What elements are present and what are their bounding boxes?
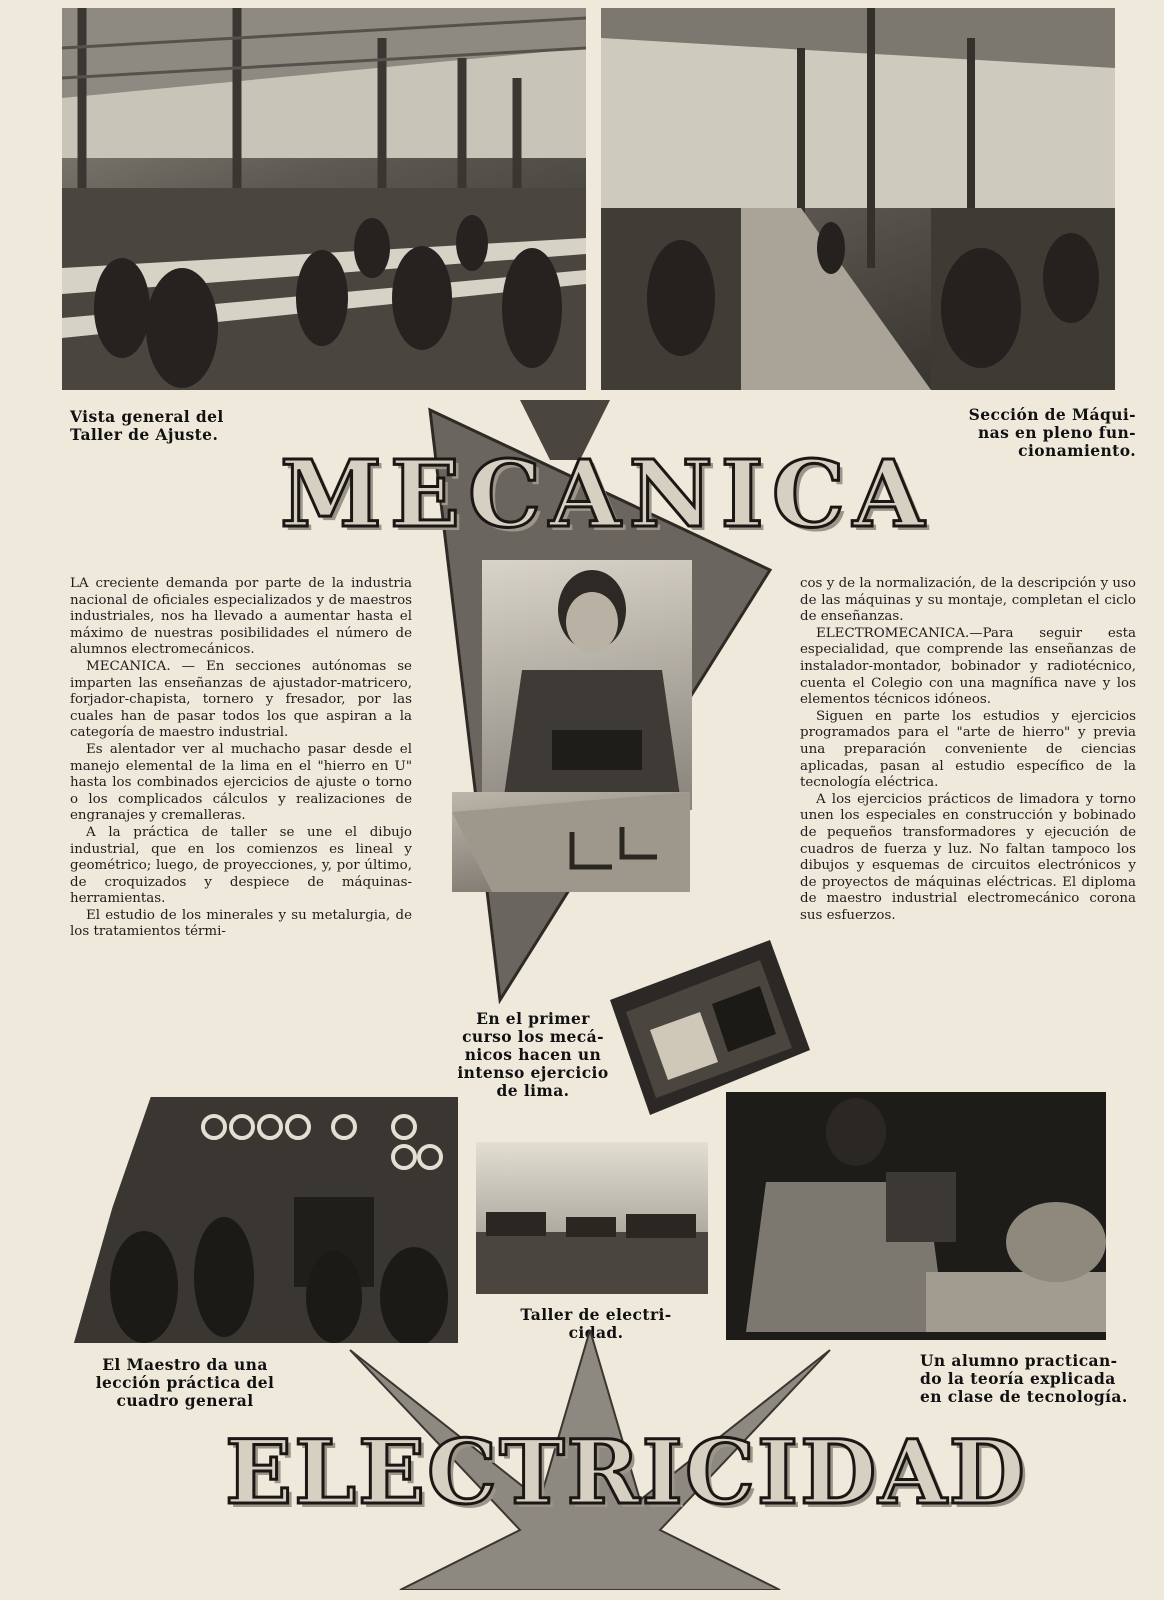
caption-primer-curso: En el primer curso los mecá- nicos hacen un intenso ejercicio de lima.: [457, 1009, 609, 1100]
paragraph-intro: LA creciente demanda por parte de la industria nacional de oficiales especializados y de maestros industriales, nos ha llevado a aumentar hasta el máximo de nuestras posibilidades el número de alumnos electromecánicos.: [70, 576, 412, 658]
caption-alumno: Un alumno practican- do la teoría explicada en clase de tecnología.: [920, 1351, 1128, 1406]
paragraph-electromecanica: ELECTROMECANICA.—Para seguir esta especialidad, que comprende las enseñanzas de instalador-montador, bobinador y radiotécnico, cuenta el Colegio con una magnífica nave y los elementos técnicos idóneos.: [800, 625, 1136, 708]
paragraph-mecanica: MECANICA. — En secciones autónomas se imparten las enseñanzas de ajustador-matricero, forjador-chapista, tornero y fresador, por las cuales han de pasar todos los que aspiran a la categoría de maestro industrial.: [70, 658, 412, 741]
paragraph-normalizacion: cos y de la normalización, de la descripción y uso de las máquinas y su montaje, completan el ciclo de enseñanzas.: [800, 576, 1136, 625]
caption-maestro: El Maestro da una lección práctica del cuadro general: [95, 1355, 275, 1410]
photo-seccion-maquinas: [601, 8, 1115, 390]
paragraph-alentador: Es alentador ver al muchacho pasar desde el manejo elemental de la lima en el "hierro en U" hasta los combinados ejercicios de ajuste o torno o los complicados cálculos y realizaciones de engranajes y cremalleras.: [70, 741, 412, 824]
paragraph-dibujo: A la práctica de taller se une el dibujo industrial, que en los comienzos es lineal y geométrico; luego, de proyecciones, y, por último, de croquizados y despiece de máquinas-herramientas.: [70, 824, 412, 907]
article-right-column: [800, 576, 1136, 924]
photo-taller-ajuste: [62, 8, 586, 390]
photo-mesa-trabajo: [452, 792, 690, 892]
electricidad-title: ELECTRICIDAD: [225, 1420, 1027, 1524]
caption-taller-ajuste: Vista general del Taller de Ajuste.: [70, 407, 224, 444]
paragraph-minerales: El estudio de los minerales y su metalurgia, de los tratamientos térmi-: [70, 907, 412, 940]
photo-maestro-cuadro: [74, 1097, 458, 1343]
caption-seccion-maquinas: Sección de Máqui- nas en pleno fun- cionamiento.: [968, 405, 1136, 460]
article-left-column: [70, 576, 412, 941]
photo-estudiante-lima: [482, 560, 692, 810]
caption-taller-electricidad: Taller de electri- cidad.: [520, 1305, 672, 1342]
photo-alumno-practica: [726, 1092, 1106, 1340]
paragraph-ejercicios: A los ejercicios prácticos de limadora y torno unen los especiales en construcción y bobinado de pequeños transformadores y ejecución de cuadros de fuerza y luz. No faltan tampoco los dibujos y esquemas de circuitos electrónicos y de proyectos de máquinas eléctricas. El diploma de maestro industrial electromecánico corona sus esfuerzos.: [800, 791, 1136, 923]
paragraph-estudios: Siguen en parte los estudios y ejercicios programados para el "arte de hierro" y previa una preparación conveniente de ciencias aplicadas, pasan al estudio específico de la tecnología eléctrica.: [800, 708, 1136, 791]
mecanica-title: MECANICA: [280, 440, 933, 548]
photo-taller-electricidad: [476, 1142, 708, 1294]
